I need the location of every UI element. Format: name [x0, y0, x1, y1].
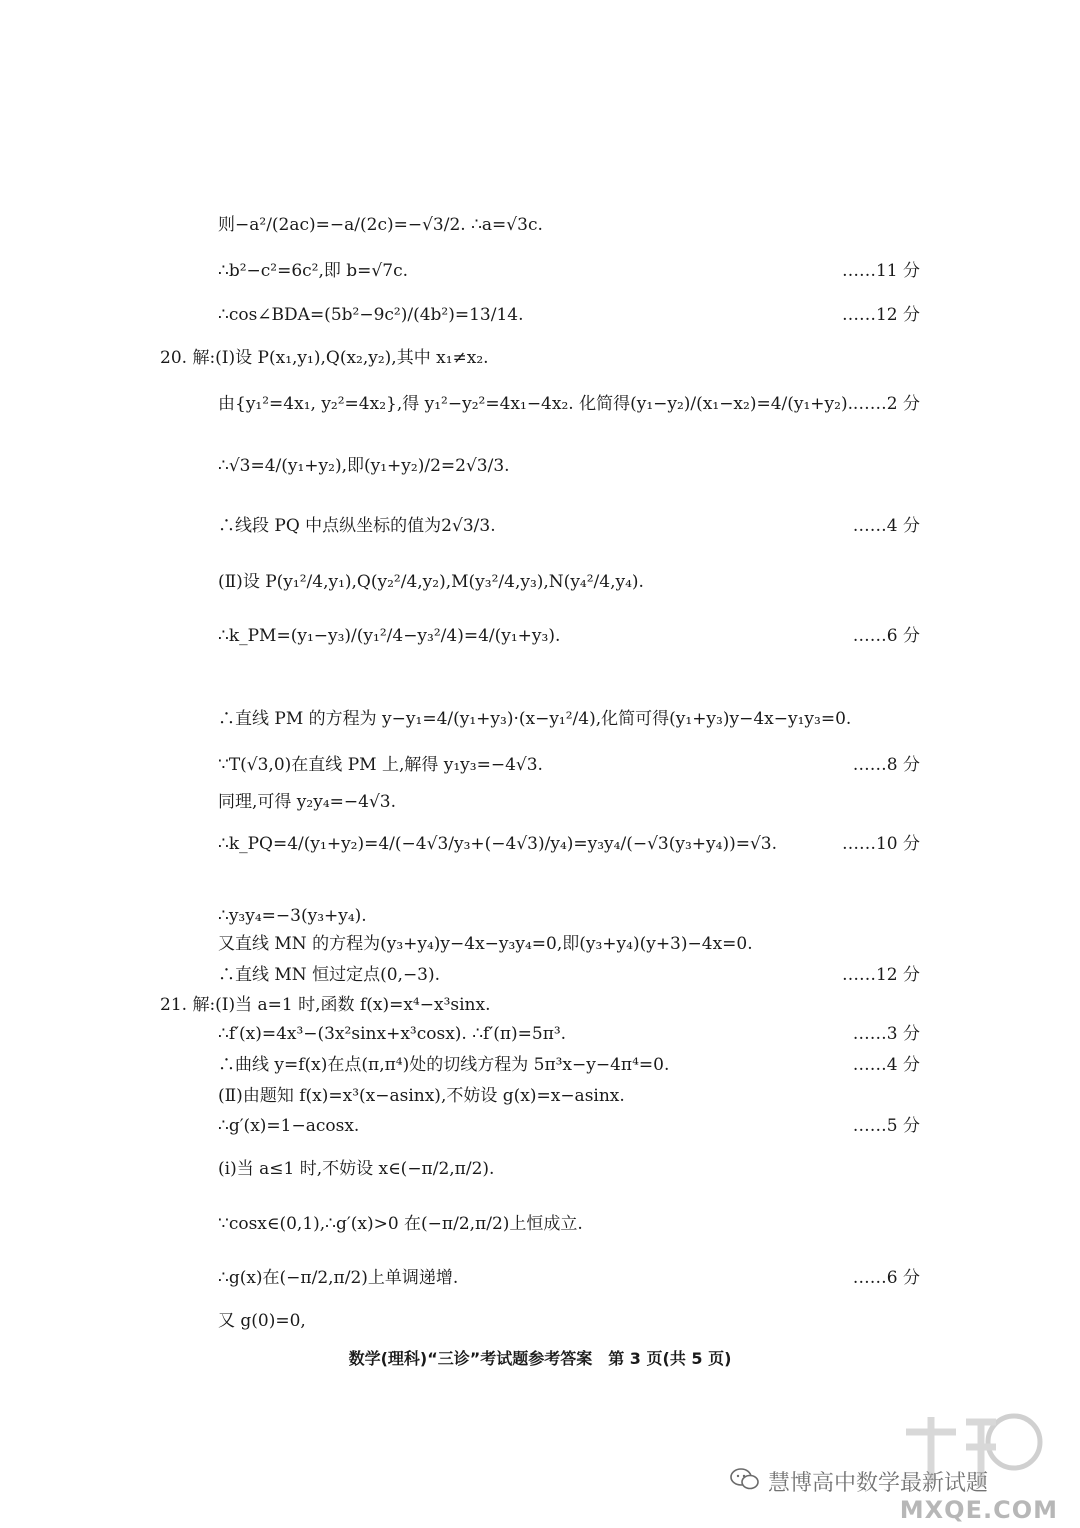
solution-line-11: ∵T(√3,0)在直线 PM 上,解得 y₁y₃=−4√3. [218, 755, 543, 775]
solution-line-15: 又直线 MN 的方程为(y₃+y₄)y−4x−y₃y₄=0,即(y₃+y₄)(y+3)−4x=0. [218, 934, 753, 954]
score-label-24: ……6 分 [852, 1268, 920, 1288]
solution-line-3: ∴cos∠BDA=(5b²−9c²)/(4b²)=13/14. [218, 305, 524, 325]
watermark-account: 慧博高中数学最新试题 [768, 1471, 989, 1496]
score-label-11: ……8 分 [852, 755, 920, 775]
score-label-18: ……3 分 [852, 1024, 920, 1044]
wechat-icon [730, 1468, 760, 1490]
score-label-19: ……4 分 [852, 1055, 920, 1075]
solution-line-22: (i)当 a≤1 时,不妨设 x∈(−π/2,π/2). [218, 1159, 495, 1179]
score-label-9: ……6 分 [852, 626, 920, 646]
solution-line-19: ∴曲线 y=f(x)在点(π,π⁴)处的切线方程为 5π³x−y−4π⁴=0. [218, 1055, 670, 1075]
page-footer: 数学(理科)“三诊”考试题参考答案 第 3 页(共 5 页) [348, 1349, 732, 1368]
score-label-2: ……11 分 [841, 261, 920, 281]
solution-line-6: ∴√3=4/(y₁+y₂),即(y₁+y₂)/2=2√3/3. [218, 456, 510, 476]
solution-line-8: (Ⅱ)设 P(y₁²/4,y₁),Q(y₂²/4,y₂),M(y₃²/4,y₃),N(y₄²/4,y₄). [218, 572, 644, 592]
solution-line-16: ∴直线 MN 恒过定点(0,−3). [218, 965, 441, 985]
solution-line-5: 由{y₁²=4x₁, y₂²=4x₂},得 y₁²−y₂²=4x₁−4x₂. 化简得(y₁−y₂)/(x₁−x₂)=4/(y₁+y₂). [218, 394, 854, 414]
question-21-heading: 21. 解:(Ⅰ)当 a=1 时,函数 f(x)=x⁴−x³sinx. [160, 995, 491, 1015]
solution-line-13: ∴k_PQ=4/(y₁+y₂)=4/(−4√3/y₃+(−4√3)/y₄)=y₃y₄/(−√3(y₃+y₄))=√3. [218, 834, 778, 854]
solution-line-9: ∴k_PM=(y₁−y₃)/(y₁²/4−y₃²/4)=4/(y₁+y₃). [218, 626, 561, 646]
question-20-heading: 20. 解:(Ⅰ)设 P(x₁,y₁),Q(x₂,y₂),其中 x₁≠x₂. [160, 348, 489, 368]
solution-line-10: ∴直线 PM 的方程为 y−y₁=4/(y₁+y₃)·(x−y₁²/4),化简可得(y₁+y₃)y−4x−y₁y₃=0. [218, 709, 852, 729]
solution-line-24: ∴g(x)在(−π/2,π/2)上单调递增. [218, 1268, 459, 1288]
score-label-13: ……10 分 [841, 834, 920, 854]
score-label-16: ……12 分 [841, 965, 920, 985]
score-label-7: ……4 分 [852, 516, 920, 536]
solution-line-18: ∴f′(x)=4x³−(3x²sinx+x³cosx). ∴f′(π)=5π³. [218, 1024, 567, 1044]
watermark-site: MXQE.COM [899, 1496, 1058, 1524]
solution-line-1: 则−a²/(2ac)=−a/(2c)=−√3/2. ∴a=√3c. [218, 215, 543, 235]
score-label-21: ……5 分 [852, 1116, 920, 1136]
solution-line-25: 又 g(0)=0, [218, 1311, 306, 1331]
solution-line-14: ∴y₃y₄=−3(y₃+y₄). [218, 906, 367, 926]
solution-line-21: ∴g′(x)=1−acosx. [218, 1116, 360, 1136]
score-label-5: ……2 分 [852, 394, 920, 414]
score-label-3: ……12 分 [841, 305, 920, 325]
solution-line-12: 同理,可得 y₂y₄=−4√3. [218, 792, 397, 812]
solution-line-7: ∴线段 PQ 中点纵坐标的值为2√3/3. [218, 516, 496, 536]
solution-line-20: (Ⅱ)由题知 f(x)=x³(x−asinx),不妨设 g(x)=x−asinx. [218, 1086, 625, 1106]
solution-line-23: ∵cosx∈(0,1),∴g′(x)>0 在(−π/2,π/2)上恒成立. [218, 1214, 583, 1234]
solution-line-2: ∴b²−c²=6c²,即 b=√7c. [218, 261, 408, 281]
